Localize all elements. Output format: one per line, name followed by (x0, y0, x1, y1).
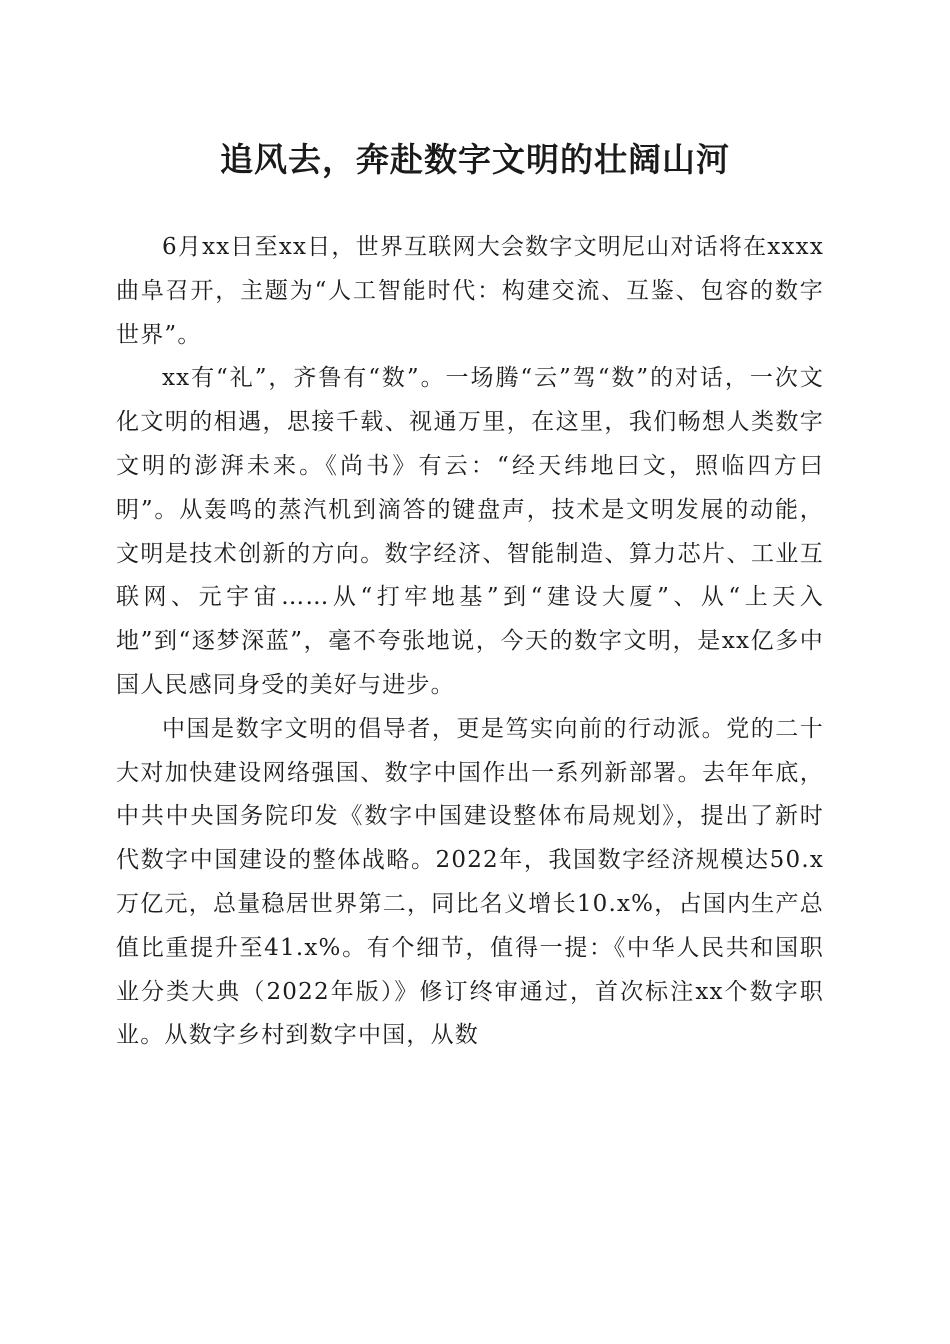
document-body (116, 226, 824, 1058)
paragraph: xx有“礼”，齐鲁有“数”。一场腾“云”驾“数”的对话，一次文化文明的相遇，思接千载、视通万里，在这里，我们畅想人类数字文明的澎湃未来。《尚书》有云：“经天纬地曰文，照临四方曰明”。从轰鸣的蒸汽机到滴答的键盘声，技术是文明发展的动能，文明是技术创新的方向。数字经济、智能制造、算力芯片、工业互联网、元宇宙……从“打牢地基”到“建设大厦”、从“上天入地”到“逐梦深蓝”，毫不夸张地说，今天的数字文明，是xx亿多中国人民感同身受的美好与进步。 (116, 365, 824, 698)
paragraph: 6月xx日至xx日，世界互联网大会数字文明尼山对话将在xxxx曲阜召开，主题为“人工智能时代：构建交流、互鉴、包容的数字世界”。 (116, 234, 824, 348)
paragraph: 中国是数字文明的倡导者，更是笃实向前的行动派。党的二十大对加快建设网络强国、数字中国作出一系列新部署。去年年底，中共中央国务院印发《数字中国建设整体布局规划》，提出了新时代数字中国建设的整体战略。2022年，我国数字经济规模达50.x万亿元，总量稳居世界第二，同比名义增长10.x%，占国内生产总值比重提升至41.x%。有个细节，值得一提：《中华人民共和国职业分类大典（2022年版）》修订终审通过，首次标注xx个数字职业。从数字乡村到数字中国，从数 (116, 715, 824, 1049)
document-title: 追风去，奔赴数字文明的壮阔山河 (220, 140, 730, 179)
